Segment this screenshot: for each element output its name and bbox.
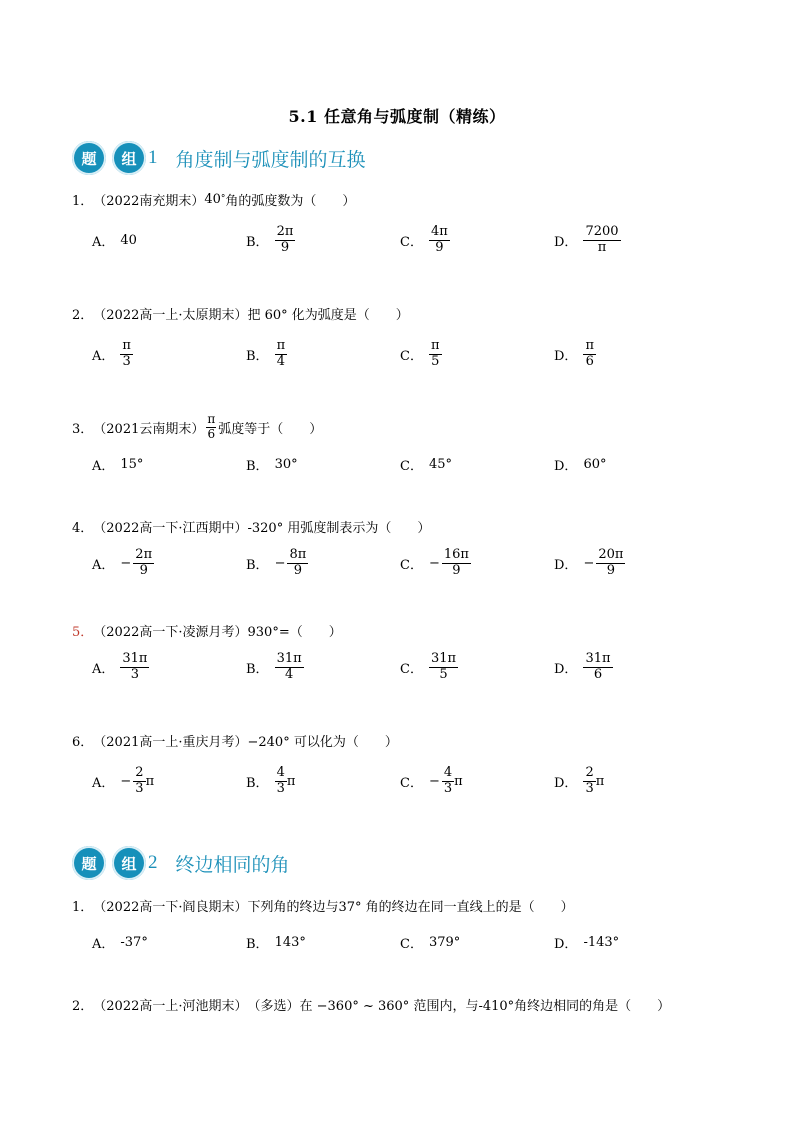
option-a[interactable] bbox=[92, 444, 143, 484]
denominator: 9 bbox=[280, 239, 290, 255]
badge-zu: 组 bbox=[112, 846, 146, 880]
option-label: D． bbox=[554, 234, 578, 250]
option-value: 143° bbox=[274, 934, 306, 950]
numerator: 31π bbox=[122, 650, 148, 666]
question-text: 下列角的终边与37° 角的终边在同一直线上的是（ ） bbox=[247, 899, 574, 915]
fraction bbox=[206, 413, 216, 440]
minus-sign: − bbox=[428, 773, 440, 789]
denominator: 3 bbox=[122, 353, 131, 369]
fraction bbox=[120, 652, 149, 683]
option-c[interactable] bbox=[400, 922, 460, 962]
question-number: 1． bbox=[72, 899, 94, 915]
option-value: -37° bbox=[120, 934, 148, 950]
page-title: 5.1 任意角与弧度制（精练） bbox=[288, 107, 506, 126]
fraction bbox=[275, 766, 287, 797]
denominator: 3 bbox=[276, 780, 285, 796]
option-value: 15° bbox=[120, 456, 144, 472]
option-d[interactable] bbox=[554, 444, 606, 484]
option-a[interactable] bbox=[92, 334, 133, 374]
badge-zu: 组 bbox=[112, 141, 146, 175]
denominator: 5 bbox=[439, 666, 448, 682]
group-number: 2 bbox=[148, 852, 158, 873]
option-a[interactable] bbox=[92, 543, 154, 583]
fraction bbox=[442, 766, 454, 797]
option-label: D． bbox=[554, 348, 578, 364]
question-stem bbox=[72, 989, 670, 1019]
option-d[interactable] bbox=[554, 647, 613, 687]
option-a[interactable] bbox=[92, 761, 154, 801]
fraction bbox=[442, 548, 471, 579]
denominator: 9 bbox=[293, 562, 303, 578]
fraction bbox=[583, 339, 596, 370]
numerator: 16π bbox=[443, 546, 469, 562]
option-c[interactable] bbox=[400, 761, 463, 801]
option-label: D． bbox=[554, 458, 578, 474]
option-label: A． bbox=[92, 234, 115, 250]
question-text: -320° 用弧度制表示为（ ） bbox=[247, 520, 431, 536]
denominator: 9 bbox=[452, 562, 461, 578]
option-a[interactable] bbox=[92, 220, 137, 260]
option-d[interactable] bbox=[554, 543, 625, 583]
group-header-2 bbox=[72, 845, 290, 881]
group-header-1 bbox=[72, 140, 366, 176]
minus-sign: − bbox=[120, 555, 132, 571]
fraction bbox=[583, 225, 620, 256]
question-source: （2022高一下·凌源月考） bbox=[93, 624, 248, 640]
option-value: 379° bbox=[428, 934, 461, 950]
option-b[interactable] bbox=[246, 543, 308, 583]
denominator: 5 bbox=[431, 353, 440, 369]
option-c[interactable] bbox=[400, 220, 450, 260]
denominator: 3 bbox=[443, 780, 453, 796]
option-label: A． bbox=[92, 348, 115, 364]
option-label: B． bbox=[246, 775, 269, 791]
fraction bbox=[275, 339, 288, 370]
question-number: 2． bbox=[72, 998, 94, 1014]
option-c[interactable] bbox=[400, 543, 471, 583]
fraction bbox=[583, 766, 595, 797]
numerator: 2π bbox=[135, 546, 153, 562]
fraction bbox=[583, 652, 612, 683]
fraction bbox=[287, 548, 308, 579]
option-b[interactable] bbox=[246, 444, 298, 484]
minus-sign: − bbox=[583, 555, 595, 571]
option-label: B． bbox=[246, 936, 269, 952]
denominator: 3 bbox=[130, 666, 140, 682]
option-label: A． bbox=[92, 775, 115, 791]
question-source: （2022高一下·阎良期末） bbox=[93, 899, 248, 915]
option-label: A． bbox=[92, 458, 115, 474]
question-stem bbox=[72, 412, 322, 442]
option-a[interactable] bbox=[92, 647, 149, 687]
fraction bbox=[429, 339, 442, 370]
denominator: 9 bbox=[435, 239, 444, 255]
question-stem bbox=[72, 511, 430, 541]
option-b[interactable] bbox=[246, 334, 287, 374]
question-text: 角的弧度数为（ ） bbox=[225, 193, 356, 209]
option-label: B． bbox=[246, 234, 269, 250]
question-source: （2022高一下·江西期中） bbox=[93, 520, 248, 536]
options-row bbox=[92, 444, 712, 484]
fraction bbox=[429, 652, 458, 683]
question-stem bbox=[72, 725, 398, 755]
option-d[interactable] bbox=[554, 922, 619, 962]
denominator: 4 bbox=[284, 666, 294, 682]
question-source: （2022高一上·太原期末） bbox=[93, 307, 248, 323]
question-number: 6． bbox=[72, 734, 94, 750]
option-label: B． bbox=[246, 557, 269, 573]
option-d[interactable] bbox=[554, 220, 621, 260]
question-stem bbox=[72, 890, 574, 920]
numerator: 4 bbox=[276, 764, 285, 780]
question-source: （2022高一上·河池期末） bbox=[93, 998, 248, 1014]
option-label: C． bbox=[400, 348, 423, 364]
fraction bbox=[133, 766, 145, 797]
option-b[interactable] bbox=[246, 220, 295, 260]
option-label: C． bbox=[400, 557, 423, 573]
fraction bbox=[275, 652, 304, 683]
numerator: π bbox=[276, 337, 286, 353]
question-source: （2022南充期末） bbox=[93, 193, 205, 209]
question-number: 3． bbox=[72, 421, 94, 437]
denominator: 9 bbox=[606, 562, 616, 578]
badge-ti: 题 bbox=[72, 846, 106, 880]
denominator: π bbox=[597, 239, 607, 255]
option-label: A． bbox=[92, 936, 115, 952]
question-stem bbox=[72, 298, 409, 328]
option-label: C． bbox=[400, 234, 423, 250]
badge-ti: 题 bbox=[72, 141, 106, 175]
degree-mark: ° bbox=[220, 194, 226, 204]
question-text: （多选）在 −360° ~ 360° 范围内，与-410°角终边相同的角是（ ） bbox=[247, 998, 671, 1014]
minus-sign: − bbox=[120, 773, 132, 789]
fraction bbox=[120, 339, 133, 370]
options-row bbox=[92, 922, 712, 962]
question-number: 5． bbox=[72, 624, 94, 640]
option-label: D． bbox=[554, 775, 578, 791]
question-text: 把 60° 化为弧度是（ ） bbox=[247, 307, 409, 323]
question-number: 1． bbox=[72, 193, 94, 209]
option-label: B． bbox=[246, 458, 269, 474]
options-row bbox=[92, 220, 712, 260]
option-label: D． bbox=[554, 661, 578, 677]
option-label: C． bbox=[400, 458, 423, 474]
question-text: 弧度等于（ ） bbox=[218, 421, 323, 437]
option-label: A． bbox=[92, 557, 115, 573]
denominator: 6 bbox=[585, 353, 594, 369]
option-value: 40 bbox=[120, 232, 137, 248]
options-row bbox=[92, 647, 712, 687]
pi-symbol: π bbox=[145, 773, 155, 789]
numerator: 31π bbox=[276, 650, 302, 666]
pi-symbol: π bbox=[286, 773, 296, 789]
group-number: 1 bbox=[148, 147, 158, 168]
options-row bbox=[92, 543, 712, 583]
numerator: 20π bbox=[598, 546, 624, 562]
option-c[interactable] bbox=[400, 444, 452, 484]
fraction bbox=[596, 548, 625, 579]
denominator: 3 bbox=[135, 780, 144, 796]
numerator: 4π bbox=[430, 223, 448, 239]
numerator: 8π bbox=[289, 546, 307, 562]
numerator: 2π bbox=[276, 223, 294, 239]
option-b[interactable] bbox=[246, 647, 304, 687]
numerator: π bbox=[585, 337, 594, 353]
numerator: 2 bbox=[585, 764, 594, 780]
option-c[interactable] bbox=[400, 647, 458, 687]
option-c[interactable] bbox=[400, 334, 442, 374]
minus-sign: − bbox=[428, 555, 440, 571]
pi-symbol: π bbox=[454, 773, 463, 789]
option-label: C． bbox=[400, 936, 423, 952]
numerator: π bbox=[122, 337, 131, 353]
question-source: （2021高一上·重庆月考） bbox=[93, 734, 248, 750]
numerator: 31π bbox=[430, 650, 457, 666]
question-stem bbox=[72, 615, 342, 645]
option-label: A． bbox=[92, 661, 115, 677]
minus-sign: − bbox=[274, 555, 286, 571]
option-label: D． bbox=[554, 557, 578, 573]
denominator: 6 bbox=[207, 426, 216, 441]
question-text: 930°=（ ） bbox=[247, 624, 342, 640]
option-a[interactable] bbox=[92, 922, 148, 962]
question-text: 40 bbox=[204, 191, 221, 207]
numerator: 4 bbox=[443, 764, 453, 780]
option-label: B． bbox=[246, 348, 269, 364]
question-number: 2． bbox=[72, 307, 94, 323]
question-number: 4． bbox=[72, 520, 94, 536]
question-source: （2021云南期末） bbox=[93, 421, 205, 437]
group-title: 终边相同的角 bbox=[175, 853, 290, 876]
option-value: 30° bbox=[274, 456, 298, 472]
option-label: D． bbox=[554, 936, 578, 952]
fraction bbox=[133, 548, 154, 579]
options-row bbox=[92, 761, 712, 801]
denominator: 3 bbox=[585, 780, 594, 796]
option-b[interactable] bbox=[246, 922, 306, 962]
denominator: 4 bbox=[276, 353, 285, 369]
option-label: C． bbox=[400, 775, 423, 791]
option-label: B． bbox=[246, 661, 269, 677]
pi-symbol: π bbox=[595, 773, 605, 789]
option-value: -143° bbox=[583, 934, 620, 950]
fraction bbox=[429, 225, 450, 256]
option-value: 60° bbox=[583, 456, 607, 472]
denominator: 9 bbox=[139, 562, 148, 578]
option-label: C． bbox=[400, 661, 423, 677]
question-stem bbox=[72, 184, 355, 214]
question-text: −240° 可以化为（ ） bbox=[247, 734, 398, 750]
option-b[interactable] bbox=[246, 761, 295, 801]
group-title: 角度制与弧度制的互换 bbox=[175, 148, 366, 171]
options-row bbox=[92, 334, 712, 374]
numerator: 7200 bbox=[585, 223, 619, 239]
option-value: 45° bbox=[428, 456, 452, 472]
numerator: 2 bbox=[135, 764, 144, 780]
option-d[interactable] bbox=[554, 761, 604, 801]
numerator: π bbox=[207, 412, 216, 427]
fraction bbox=[275, 225, 296, 256]
numerator: 31π bbox=[585, 650, 611, 666]
option-d[interactable] bbox=[554, 334, 596, 374]
numerator: π bbox=[430, 337, 440, 353]
denominator: 6 bbox=[593, 666, 603, 682]
